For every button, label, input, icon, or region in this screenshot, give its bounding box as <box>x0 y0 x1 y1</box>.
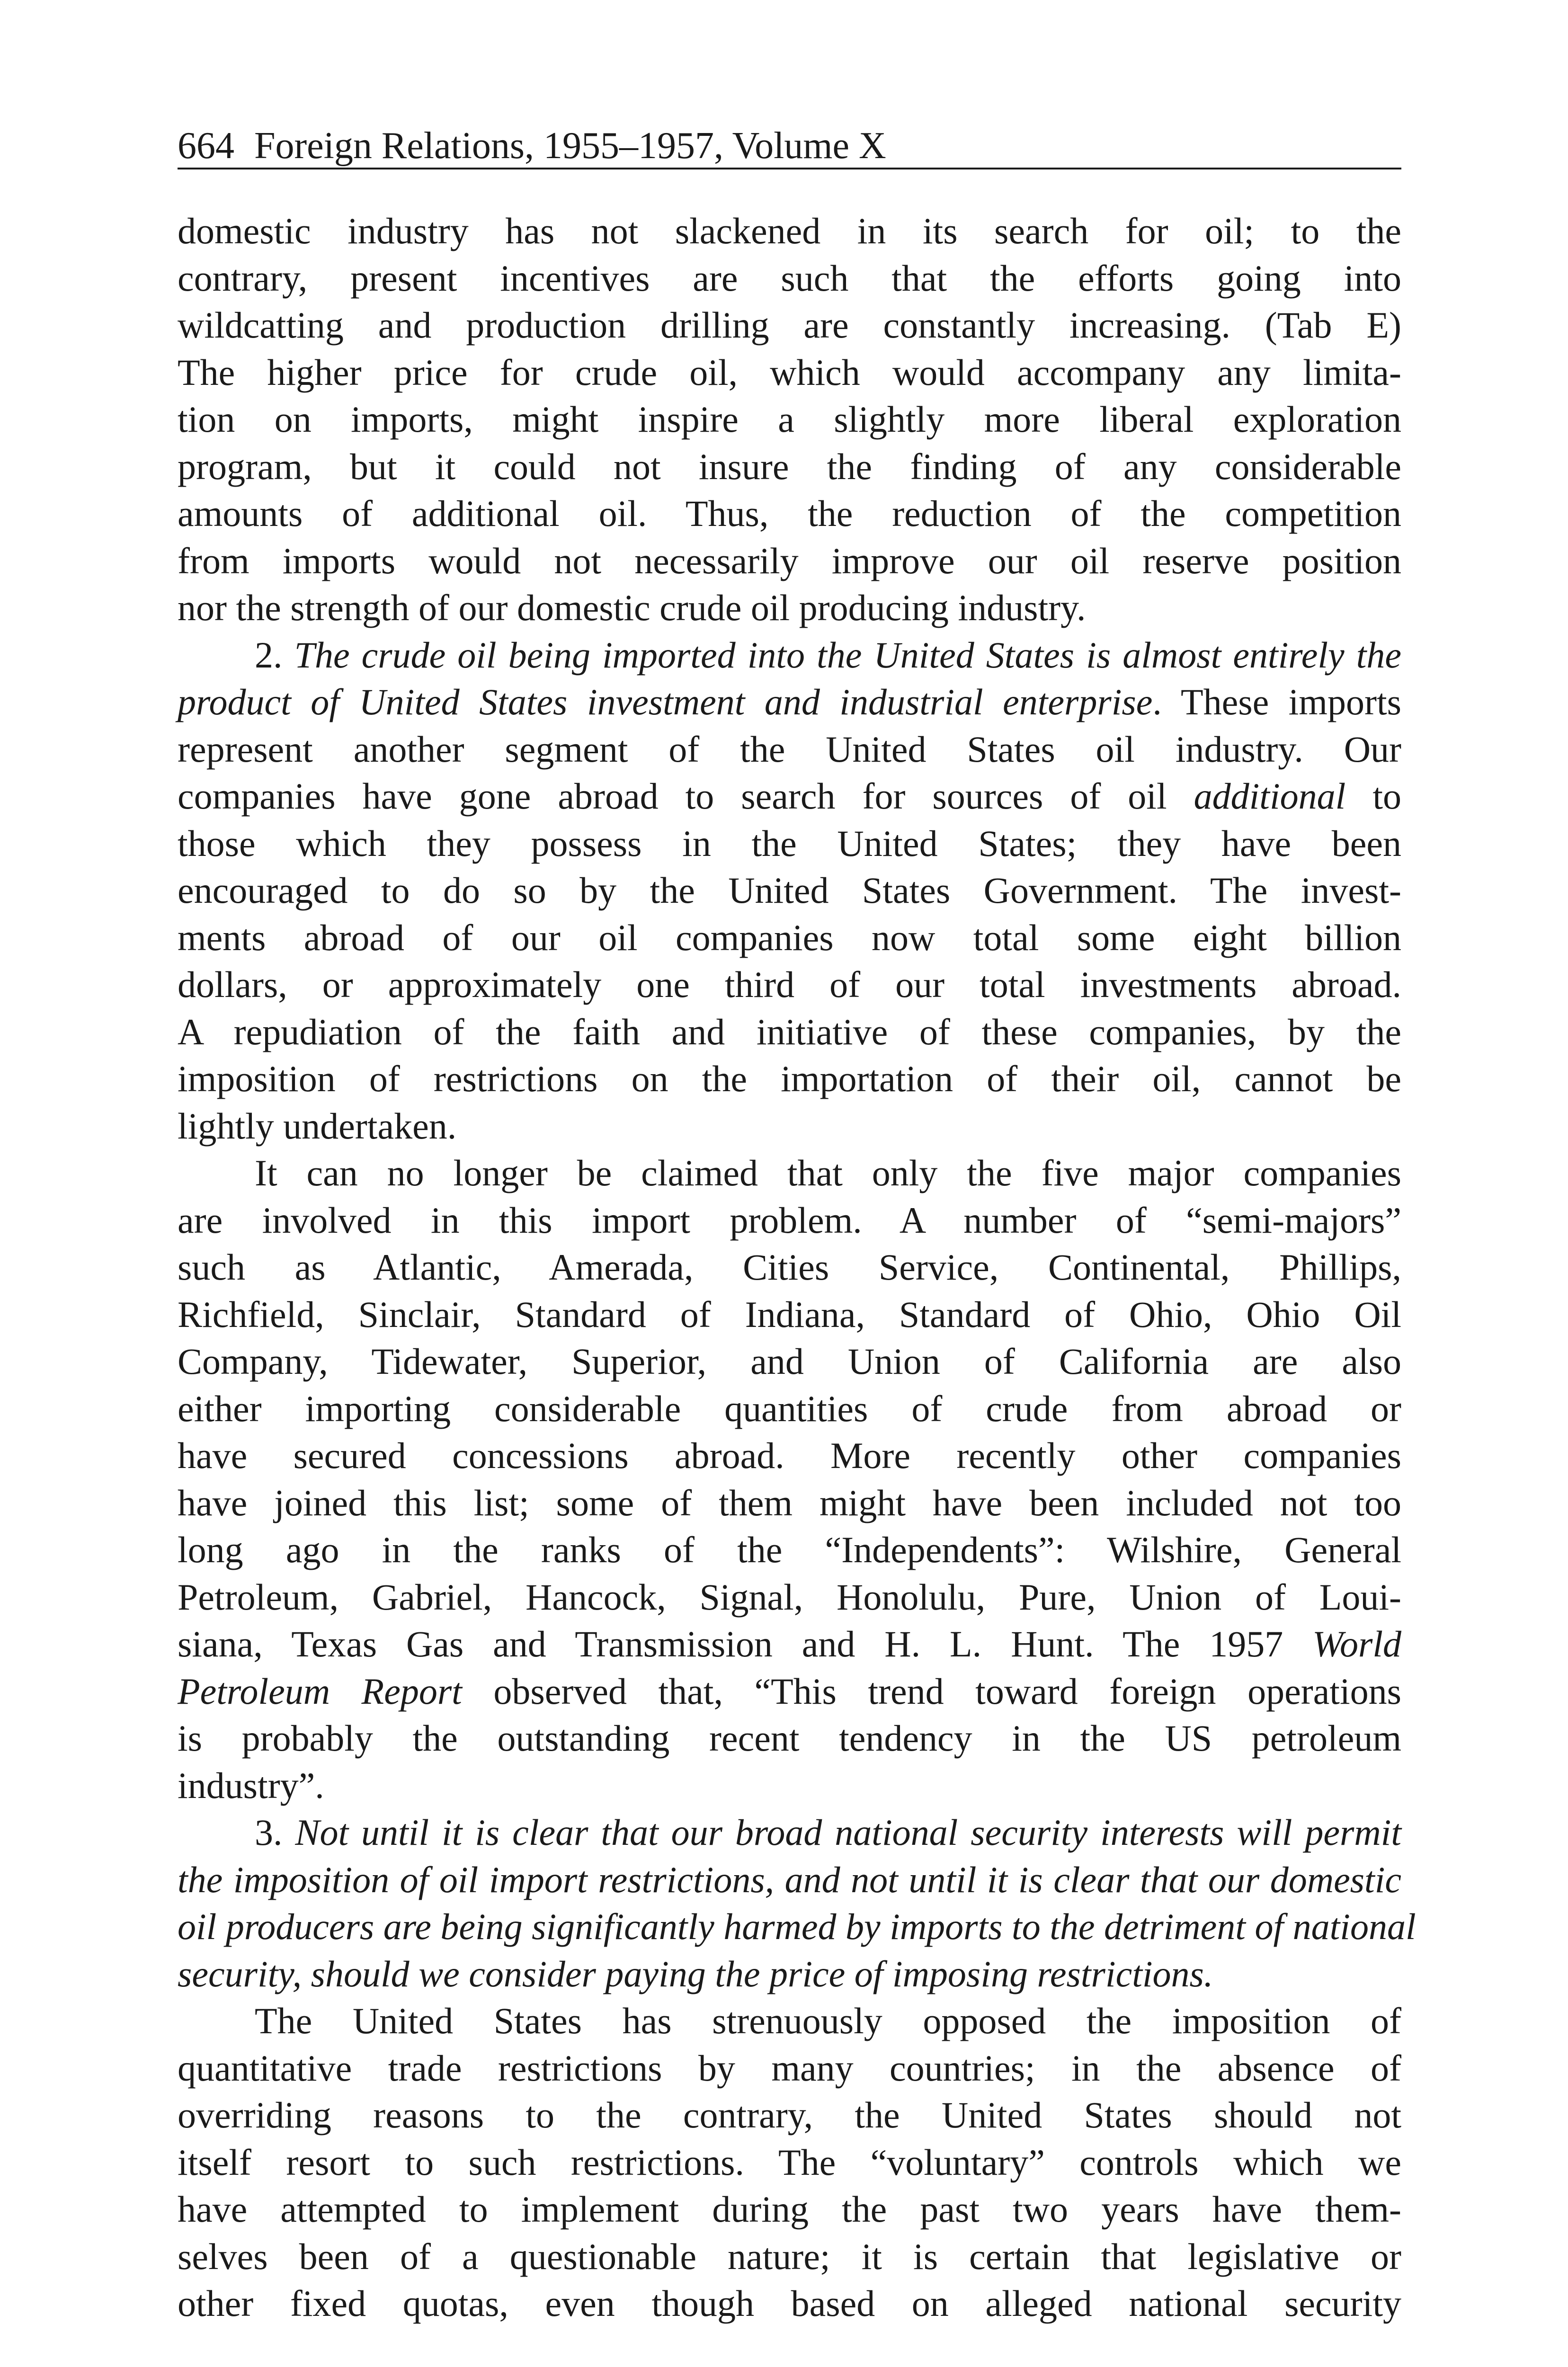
text-line <box>178 1950 1401 1998</box>
text-line <box>178 1103 1401 1150</box>
running-title: Foreign Relations, 1955–1957, Volume X <box>254 125 886 167</box>
text-run: other fixed quotas, even though based on alleged national security <box>178 2283 1401 2324</box>
document-page <box>178 125 1416 2327</box>
text-line <box>178 2139 1401 2186</box>
text-line <box>178 1762 1401 1809</box>
text-line <box>178 773 1401 820</box>
text-line <box>178 2280 1401 2327</box>
text-run: siana, Texas Gas and Transmission and H. L. Hunt. The 1957 <box>178 1623 1313 1664</box>
text-line <box>178 1620 1401 1668</box>
text-line <box>178 2233 1401 2280</box>
text-run: Richfield, Sinclair, Standard of Indiana, Standard of Ohio, Ohio Oil <box>178 1293 1401 1335</box>
text-line <box>178 584 1401 632</box>
text-line <box>178 1008 1401 1056</box>
text-line <box>178 302 1401 349</box>
text-run: program, but it could not insure the finding of any considerable <box>178 445 1401 487</box>
text-run: have secured concessions abroad. More recently other companies <box>178 1435 1401 1476</box>
text-run: tion on imports, might inspire a slightly more liberal exploration <box>178 399 1401 440</box>
text-line <box>178 726 1401 773</box>
text-line <box>178 537 1401 585</box>
text-line <box>178 1809 1401 1856</box>
text-run: The higher price for crude oil, which would accompany any limita- <box>178 351 1401 393</box>
text-run: encouraged to do so by the United States Government. The invest- <box>178 870 1401 911</box>
text-line <box>178 1856 1401 1904</box>
italic-text: security, should we consider paying the price of imposing restrictions. <box>178 1953 1213 1994</box>
text-line <box>178 1526 1401 1574</box>
text-line <box>178 1903 1416 1950</box>
text-line <box>178 632 1401 679</box>
page-number: 664 <box>178 125 234 167</box>
italic-text: World <box>1312 1623 1401 1664</box>
text-run: have attempted to implement during the past two years have them- <box>178 2189 1401 2230</box>
text-run: are involved in this import problem. A number of “semi-majors” <box>178 1199 1401 1241</box>
text-run: ments abroad of our oil companies now total some eight billion <box>178 917 1401 958</box>
italic-text: oil producers are being significantly harmed by imports to the detriment of national <box>178 1906 1416 1947</box>
text-run: either importing considerable quantities of crude from abroad or <box>178 1388 1401 1429</box>
text-line <box>178 914 1401 961</box>
text-run: Company, Tidewater, Superior, and Union of California are also <box>178 1341 1401 1382</box>
text-line <box>178 961 1401 1008</box>
text-line <box>178 820 1401 867</box>
text-line <box>178 1479 1401 1527</box>
text-run: long ago in the ranks of the “Independents”: Wilshire, General <box>178 1529 1401 1570</box>
italic-text: The crude oil being imported into the United States is almost entirely the <box>294 634 1401 676</box>
text-run: quantitative trade restrictions by many countries; in the absence of <box>178 2047 1401 2089</box>
text-line <box>178 1574 1401 1621</box>
text-run: those which they possess in the United States; they have been <box>178 822 1401 864</box>
text-run: amounts of additional oil. Thus, the reduction of the competition <box>178 493 1401 534</box>
italic-text: the imposition of oil import restrictions, and not until it is clear that our domestic <box>178 1859 1401 1900</box>
text-run: is probably the outstanding recent tendency in the US petroleum <box>178 1717 1401 1759</box>
text-run: wildcatting and production drilling are constantly increasing. (Tab E) <box>178 304 1401 346</box>
text-run: lightly undertaken. <box>178 1105 457 1147</box>
text-run: 2. <box>255 634 294 676</box>
text-line <box>178 1432 1401 1479</box>
text-run: . These imports <box>1152 681 1401 722</box>
text-line <box>178 1197 1401 1244</box>
italic-text: Not until it is clear that our broad national security interests will permit <box>295 1812 1401 1853</box>
text-run: nor the strength of our domestic crude oil producing industry. <box>178 587 1086 628</box>
text-line <box>178 2186 1401 2233</box>
text-line <box>178 1149 1401 1197</box>
text-run: A repudiation of the faith and initiative of these companies, by the <box>178 1011 1401 1052</box>
text-run: such as Atlantic, Amerada, Cities Service, Continental, Phillips, <box>178 1246 1401 1288</box>
text-line <box>178 490 1401 537</box>
text-line <box>178 1385 1401 1433</box>
text-line <box>178 255 1401 302</box>
text-run: It can no longer be claimed that only the five major companies <box>255 1152 1401 1193</box>
running-head <box>178 127 1401 169</box>
text-run: selves been of a questionable nature; it is certain that legislative or <box>178 2235 1401 2277</box>
text-run: overriding reasons to the contrary, the United States should not <box>178 2094 1401 2136</box>
text-run: observed that, “This trend toward foreign operations <box>462 1670 1401 1712</box>
text-run: from imports would not necessarily improve our oil reserve position <box>178 540 1401 581</box>
text-run: to <box>1345 775 1401 817</box>
text-line <box>178 867 1401 914</box>
text-run: The United States has strenuously opposed the imposition of <box>255 2000 1401 2041</box>
text-line <box>178 1244 1401 1291</box>
body-text <box>178 207 1416 2327</box>
text-run: companies have gone abroad to search for sources of oil <box>178 775 1194 817</box>
italic-text: Petroleum Report <box>178 1670 462 1712</box>
text-run: industry”. <box>178 1764 324 1806</box>
text-line <box>178 349 1401 396</box>
text-run: have joined this list; some of them might have been included not too <box>178 1482 1401 1523</box>
text-run: represent another segment of the United States oil industry. Our <box>178 728 1401 770</box>
text-line <box>178 207 1401 255</box>
text-run: domestic industry has not slackened in its search for oil; to the <box>178 210 1401 251</box>
italic-text: product of United States investment and industrial enterprise <box>178 681 1153 722</box>
text-run: Petroleum, Gabriel, Hancock, Signal, Honolulu, Pure, Union of Loui- <box>178 1576 1401 1618</box>
text-line <box>178 1055 1401 1103</box>
text-line <box>178 2091 1401 2139</box>
text-line <box>178 1291 1401 1338</box>
text-line <box>178 396 1401 443</box>
text-run: 3. <box>255 1812 295 1853</box>
text-run: dollars, or approximately one third of our total investments abroad. <box>178 964 1401 1005</box>
italic-text: additional <box>1194 775 1346 817</box>
text-line <box>178 1668 1401 1715</box>
text-run: imposition of restrictions on the importation of their oil, cannot be <box>178 1058 1401 1099</box>
text-run: contrary, present incentives are such that the efforts going into <box>178 257 1401 299</box>
text-run: itself resort to such restrictions. The “voluntary” controls which we <box>178 2141 1401 2183</box>
text-line <box>178 443 1401 490</box>
text-line <box>178 1997 1401 2045</box>
text-line <box>178 1338 1401 1385</box>
text-line <box>178 2045 1401 2092</box>
text-line <box>178 1715 1401 1762</box>
text-line <box>178 678 1401 726</box>
